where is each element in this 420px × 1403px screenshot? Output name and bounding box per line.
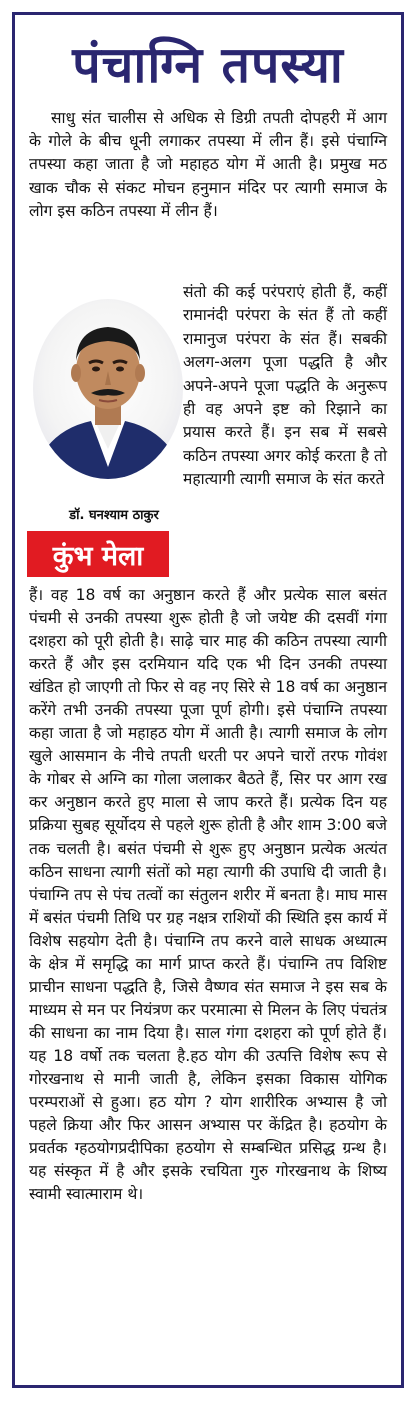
author-caption: डॉ. घनश्याम ठाकुर (69, 508, 159, 523)
author-portrait-image (33, 299, 183, 479)
author-photo (33, 299, 183, 479)
lead-paragraph: साधु संत चालीस से अधिक से डिग्री तपती दोपहरी में आग के गोले के बीच धूनी लगाकर तपस्या में लीन हैं। इसे पंचाग्नि तपस्या कहा जाता है जो महाहठ योग में आती है। प्रमुख मठ खाक चौक से संकट मोचन हनुमान मंदिर पर त्यागी समाज के लोग इस कठिन तपस्या में लीन हैं। (29, 109, 387, 220)
article-title: पंचाग्नि तपस्या (72, 36, 344, 94)
section-tag: कुंभ मेला (27, 531, 169, 577)
body-paragraph: हैं। वह 18 वर्ष का अनुष्ठान करते हैं और प्रत्येक साल बसंत पंचमी से उनकी तपस्या शुरू होती है जो जयेष्ट की दसवीं गंगा दशहरा को पूरी होती है। साढ़े चार माह की कठिन तपस्या त्यागी करते हैं और इस दरमियान यदि एक भी दिन उनकी तपस्या खंडित हो जाएगी तो फिर से वह नए सिरे से 18 वर्ष का अनुष्ठान करेंगे तभी उनकी तपस्या पूजा पूर्ण होगी। इसे पंचाग्नि तपस्या कहा जाता है जो महाहठ योग में आती है। त्यागी समाज के लोग खुले आसमान के नीचे तपती धरती पर अपने चारों तरफ गोवंश के गोबर से अग्नि का गोला जलाकर बैठते हैं, सिर पर आग रख कर अनुष्ठान करते हुए माला से जाप करते हैं। प्रत्येक दिन यह प्रक्रिया सुबह सूर्योदय से पहले शुरू होती है और शाम 3:00 बजे तक चलती है। बसंत पंचमी से शुरू हुए अनुष्ठान प्रत्येक अत्यंत कठिन साधना त्यागी संतों को महा त्यागी की उपाधि दी जाती है। पंचाग्नि तप से पंच तत्वों का संतुलन शरीर में बनता है। माघ मास में बसंत पंचमी तिथि पर ग्रह नक्षत्र राशियों की स्थिति इस कार्य में विशेष सहयोग देती है। पंचाग्नि तप करने वाले साधक अध्यात्म के क्षेत्र में समृद्धि का मार्ग प्राप्त करते हैं। पंचाग्नि तप विशिष्ट प्राचीन साधना पद्धति है, जिसे वैष्णव संत समाज ने इस सब के माध्यम से मन पर नियंत्रण कर परमात्मा से मिलन के लिए पंचतंत्र की साधना का नाम दिया है। साल गंगा दशहरा को पूर्ण होते हैं। यह 18 वर्षो तक चलता है.हठ योग की उत्पत्ति विशेष रूप से गोरखनाथ से मानी जाती है, लेकिन इसका विकास योगिक परम्पराओं से हुआ। हठ योग ? योग शारीरिक अभ्यास है जो पहले क्रिया और फिर आसन अभ्यास पर केंद्रित है। हठयोग के प्रवर्तक ग्हठयोगप्रदीपिका हठयोग से सम्बन्धित प्रसिद्ध ग्रन्थ है। यह संस्कृत में है और इसके रचयिता गुरु गोरखनाथ के शिष्य स्वामी स्वात्माराम थे। (29, 586, 387, 1204)
article-frame (12, 12, 404, 1388)
side-paragraph: संतो की कई परंपराएं होती हैं, कहीं रामानंदी परंपरा के संत हैं तो कहीं रामानुज परंपरा के संत हैं। सबकी अलग-अलग पूजा पद्धति है और अपने-अपने पूजा पद्धति के अनुरूप ही वह अपने इष्ट को रिझाने का प्रयास करते हैं। इन सब में सबसे कठिन तपस्या अगर कोई करता है तो महात्यागी त्यागी समाज के संत करते (183, 283, 387, 489)
